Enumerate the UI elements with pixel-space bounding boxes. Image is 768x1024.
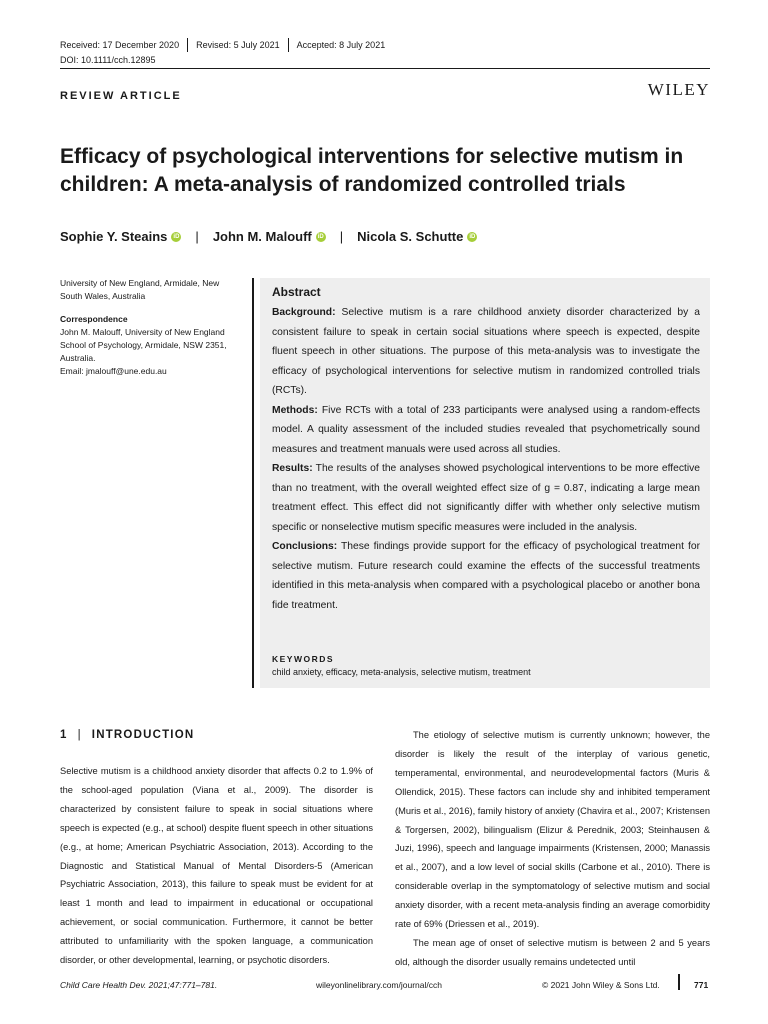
orcid-icon[interactable]: iD — [317, 233, 324, 240]
revised-date: Revised: 5 July 2021 — [196, 40, 280, 50]
author-separator: | — [339, 229, 344, 244]
page-number-divider — [678, 974, 680, 990]
abstract-label: Results: — [272, 463, 313, 474]
page-number: 771 — [694, 980, 709, 990]
author-name[interactable]: Sophie Y. Steains — [60, 229, 168, 244]
abstract-label: Methods: — [272, 404, 318, 416]
right-column — [395, 726, 710, 972]
journal-url[interactable]: wileyonlinelibrary.com/journal/cch — [316, 980, 442, 990]
abstract-label: Conclusions: — [272, 541, 338, 552]
keywords-heading: KEYWORDS — [272, 654, 335, 664]
author-name[interactable]: Nicola S. Schutte — [357, 229, 464, 244]
author-separator: | — [195, 229, 199, 244]
section-separator: | — [77, 729, 82, 741]
abstract-conclusions: These findings provide support for the efficacy of psychological treatment for selective mutism. Future research could examine the effects of the successful treatments identified in this meta-analysis when compared with a psychological placebo or another bona fide treatment. — [272, 541, 700, 611]
paragraph: The mean age of onset of selective mutism is between 2 and 5 years old, although the disorder usually remains undetected until — [395, 937, 710, 967]
section-heading — [60, 729, 194, 741]
journal-citation: Child Care Health Dev. 2021;47:771–781. — [60, 980, 218, 990]
correspondence-heading: Correspondence — [60, 314, 128, 324]
paragraph: Selective mutism is a childhood anxiety disorder that affects 0.2 to 1.9% of the school-aged population (Viana et al., 2009). The disorder is characterized by consistent failure to speak in social situations where speech is expected (e.g., at school) despite fluent speech in other situations (e.g., at home; American Psychiatric Association, 2013). According to the Diagnostic and Statistical Manual of Mental Disorders-5 (American Psychiatric Association, 2013), this failure to speak must be evident for at least 1 month and lead to impairment in educational or occupational achievement, or social communication. Furthermore, it cannot be better attributed to unfamiliarity with the spoken language, a communication disorder, or other developmental, learning, or psychotic disorders. — [60, 766, 373, 966]
abstract-body — [272, 303, 700, 615]
orcid-icon[interactable]: iD — [469, 233, 476, 240]
accepted-date: Accepted: 8 July 2021 — [296, 40, 386, 50]
publisher-logo: WILEY — [647, 80, 710, 99]
keywords: child anxiety, efficacy, meta-analysis, selective mutism, treatment — [272, 667, 531, 677]
abstract-heading: Abstract — [272, 285, 321, 299]
section-number: 1 — [60, 729, 68, 741]
received-date: Received: 17 December 2020 — [60, 40, 180, 50]
copyright: © 2021 John Wiley & Sons Ltd. — [542, 980, 660, 990]
affiliation-block — [60, 277, 240, 378]
left-column — [60, 762, 373, 970]
affiliation: University of New England, Armidale, New South Wales, Australia — [60, 278, 220, 301]
correspondence-text: John M. Malouff, University of New England School of Psychology, Armidale, NSW 2351, Australia. — [60, 327, 227, 363]
article-title: Efficacy of psychological interventions for selective mutism in children: A meta-analysis of randomized controlled trials — [60, 145, 684, 196]
abstract-label: Background: — [272, 307, 336, 318]
orcid-icon[interactable]: iD — [173, 233, 180, 240]
publication-dates — [60, 38, 393, 52]
correspondence-email[interactable]: Email: jmalouff@une.edu.au — [60, 366, 167, 376]
abstract-background: Selective mutism is a rare childhood anxiety disorder characterized by a consistent failure to speak in certain social situations where speech is expected, despite fluent speech in other situations. The purpose of this meta-analysis was to investigate the efficacy of psychological interventions for selective mutism in randomized controlled trials (RCTs). — [272, 307, 700, 396]
section-title: INTRODUCTION — [91, 729, 195, 741]
author-name[interactable]: John M. Malouff — [212, 229, 312, 244]
doi[interactable]: DOI: 10.1111/cch.12895 — [60, 55, 156, 65]
author-list — [60, 229, 477, 244]
abstract-methods: Five RCTs with a total of 233 participants were analysed using a random-effects model. A quality assessment of the included studies revealed that psychometrically sound measures and treatment manuals were used across all studies. — [272, 404, 700, 455]
abstract-bar — [252, 278, 254, 688]
header-rule — [60, 68, 710, 69]
abstract-results: The results of the analyses showed psychological interventions to be more effective than no treatment, with the overall weighted effect size of g = 0.87, indicating a large mean treatment effect. This effect did not significantly differ with whether only selective mutism specific or nonselective mutism specific measures were included in the analysis. — [272, 463, 700, 533]
article-type: REVIEW ARTICLE — [60, 90, 182, 102]
paragraph: The etiology of selective mutism is currently unknown; however, the disorder is likely the result of the interplay of various genetic, temperamental, environmental, and neurodevelopmental factors (Muris & Ollendick, 2015). These factors can include shy and inhibited temperament (Muris et al., 2016), family history of anxiety (Chavira et al., 2007; Kristensen & Torgersen, 2002), bilingualism (Elizur & Perednik, 2003; Steinhausen & Juzi, 1996), speech and language impairments (Kristensen, 2000; Manassis et al., 2007), and a low level of social skills (Carbone et al., 2010). There is considerable overlap in the symptomatology of selective mutism and social anxiety disorder, with a recent meta-analysis finding an average comorbidity rate of 69% (Driessen et al., 2019). — [395, 730, 710, 930]
